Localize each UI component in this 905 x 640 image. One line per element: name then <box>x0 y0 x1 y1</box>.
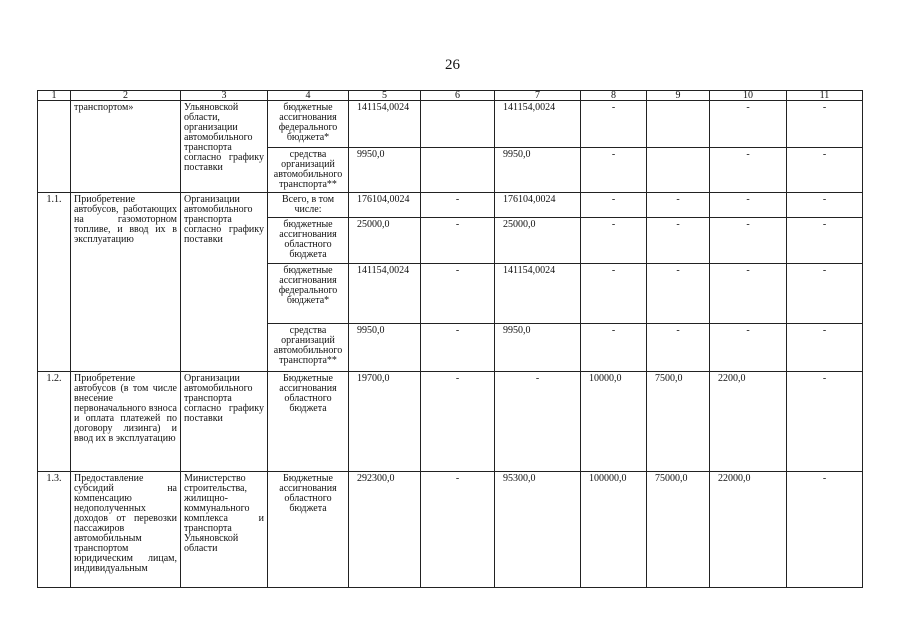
value-cell: - <box>581 218 647 264</box>
value-cell: - <box>421 372 495 472</box>
value-cell: 141154,0024 <box>495 264 581 324</box>
value-cell: - <box>495 372 581 472</box>
value-cell: 176104,0024 <box>349 193 421 218</box>
value-cell: - <box>710 264 787 324</box>
row-number: 1.2. <box>38 372 71 472</box>
value-cell: - <box>581 264 647 324</box>
header-cell: 1 <box>38 91 71 101</box>
funding-source: бюджетные ассигнования федерального бюджета* <box>268 264 349 324</box>
table-row <box>38 193 863 218</box>
header-cell: 4 <box>268 91 349 101</box>
value-cell: 9950,0 <box>495 324 581 372</box>
value-cell: - <box>421 264 495 324</box>
value-cell: - <box>710 101 787 148</box>
value-cell <box>647 101 710 148</box>
value-cell: - <box>581 101 647 148</box>
value-cell: - <box>421 193 495 218</box>
value-cell: - <box>787 148 863 193</box>
value-cell: 9950,0 <box>349 324 421 372</box>
value-cell: - <box>647 193 710 218</box>
value-cell: 25000,0 <box>349 218 421 264</box>
header-cell: 9 <box>647 91 710 101</box>
value-cell: 7500,0 <box>647 372 710 472</box>
value-cell: 95300,0 <box>495 472 581 588</box>
value-cell: - <box>710 324 787 372</box>
value-cell: 19700,0 <box>349 372 421 472</box>
executor: Организации автомобильного транспорта согласно графику поставки <box>181 193 268 372</box>
value-cell <box>421 101 495 148</box>
budget-table <box>37 90 863 588</box>
funding-source: бюджетные ассигнования областного бюджета <box>268 218 349 264</box>
value-cell: - <box>581 324 647 372</box>
funding-source: Всего, в том числе: <box>268 193 349 218</box>
executor: Организации автомобильного транспорта согласно графику поставки <box>181 372 268 472</box>
header-cell: 7 <box>495 91 581 101</box>
value-cell: - <box>710 193 787 218</box>
value-cell <box>647 148 710 193</box>
value-cell: 2200,0 <box>710 372 787 472</box>
header-row <box>38 91 863 101</box>
funding-source: Бюджетные ассигнования областного бюджета <box>268 472 349 588</box>
value-cell: - <box>581 148 647 193</box>
table-row <box>38 472 863 588</box>
value-cell: - <box>710 218 787 264</box>
value-cell: - <box>787 472 863 588</box>
value-cell: - <box>647 218 710 264</box>
value-cell <box>421 148 495 193</box>
value-cell: - <box>581 193 647 218</box>
measure-name: Приобретение автобусов, работающих на газомоторном топливе, и ввод их в эксплуатацию <box>71 193 181 372</box>
value-cell: - <box>787 324 863 372</box>
value-cell: - <box>787 372 863 472</box>
header-cell: 10 <box>710 91 787 101</box>
row-number: 1.1. <box>38 193 71 372</box>
executor: Ульяновской области, организации автомобильного транспорта согласно графику поставки <box>181 101 268 193</box>
funding-source: Бюджетные ассигнования областного бюджета <box>268 372 349 472</box>
row-number <box>38 101 71 193</box>
header-cell: 5 <box>349 91 421 101</box>
value-cell: 141154,0024 <box>495 101 581 148</box>
value-cell: 292300,0 <box>349 472 421 588</box>
table-row <box>38 372 863 472</box>
measure-name: Приобретение автобусов (в том числе внесение первоначального взноса и оплата платежей по договору лизинга) и ввод их в эксплуатацию <box>71 372 181 472</box>
value-cell: - <box>647 264 710 324</box>
header-cell: 2 <box>71 91 181 101</box>
executor: Министерство строительства, жилищно-коммунального комплекса и транспорта Ульяновской области <box>181 472 268 588</box>
value-cell: 10000,0 <box>581 372 647 472</box>
page-number: 26 <box>445 57 460 73</box>
value-cell: - <box>421 472 495 588</box>
value-cell: 25000,0 <box>495 218 581 264</box>
header-cell: 8 <box>581 91 647 101</box>
measure-name: Предоставление субсидий на компенсацию недополученных доходов от перевозки пассажиров автомобильным транспортом юридическим лицам, индивидуальным <box>71 472 181 588</box>
value-cell: 141154,0024 <box>349 264 421 324</box>
value-cell: - <box>421 324 495 372</box>
value-cell: 141154,0024 <box>349 101 421 148</box>
funding-source: бюджетные ассигнования федерального бюджета* <box>268 101 349 148</box>
value-cell: - <box>710 148 787 193</box>
table-row <box>38 101 863 148</box>
header-cell: 11 <box>787 91 863 101</box>
value-cell: - <box>787 218 863 264</box>
value-cell: 22000,0 <box>710 472 787 588</box>
value-cell: - <box>421 218 495 264</box>
value-cell: 75000,0 <box>647 472 710 588</box>
value-cell: 9950,0 <box>349 148 421 193</box>
value-cell: - <box>647 324 710 372</box>
value-cell: - <box>787 101 863 148</box>
header-cell: 6 <box>421 91 495 101</box>
funding-source: средства организаций автомобильного транспорта** <box>268 324 349 372</box>
funding-source: средства организаций автомобильного транспорта** <box>268 148 349 193</box>
header-cell: 3 <box>181 91 268 101</box>
row-number: 1.3. <box>38 472 71 588</box>
value-cell: 9950,0 <box>495 148 581 193</box>
value-cell: 100000,0 <box>581 472 647 588</box>
measure-name: транспортом» <box>71 101 181 193</box>
value-cell: - <box>787 264 863 324</box>
value-cell: - <box>787 193 863 218</box>
value-cell: 176104,0024 <box>495 193 581 218</box>
